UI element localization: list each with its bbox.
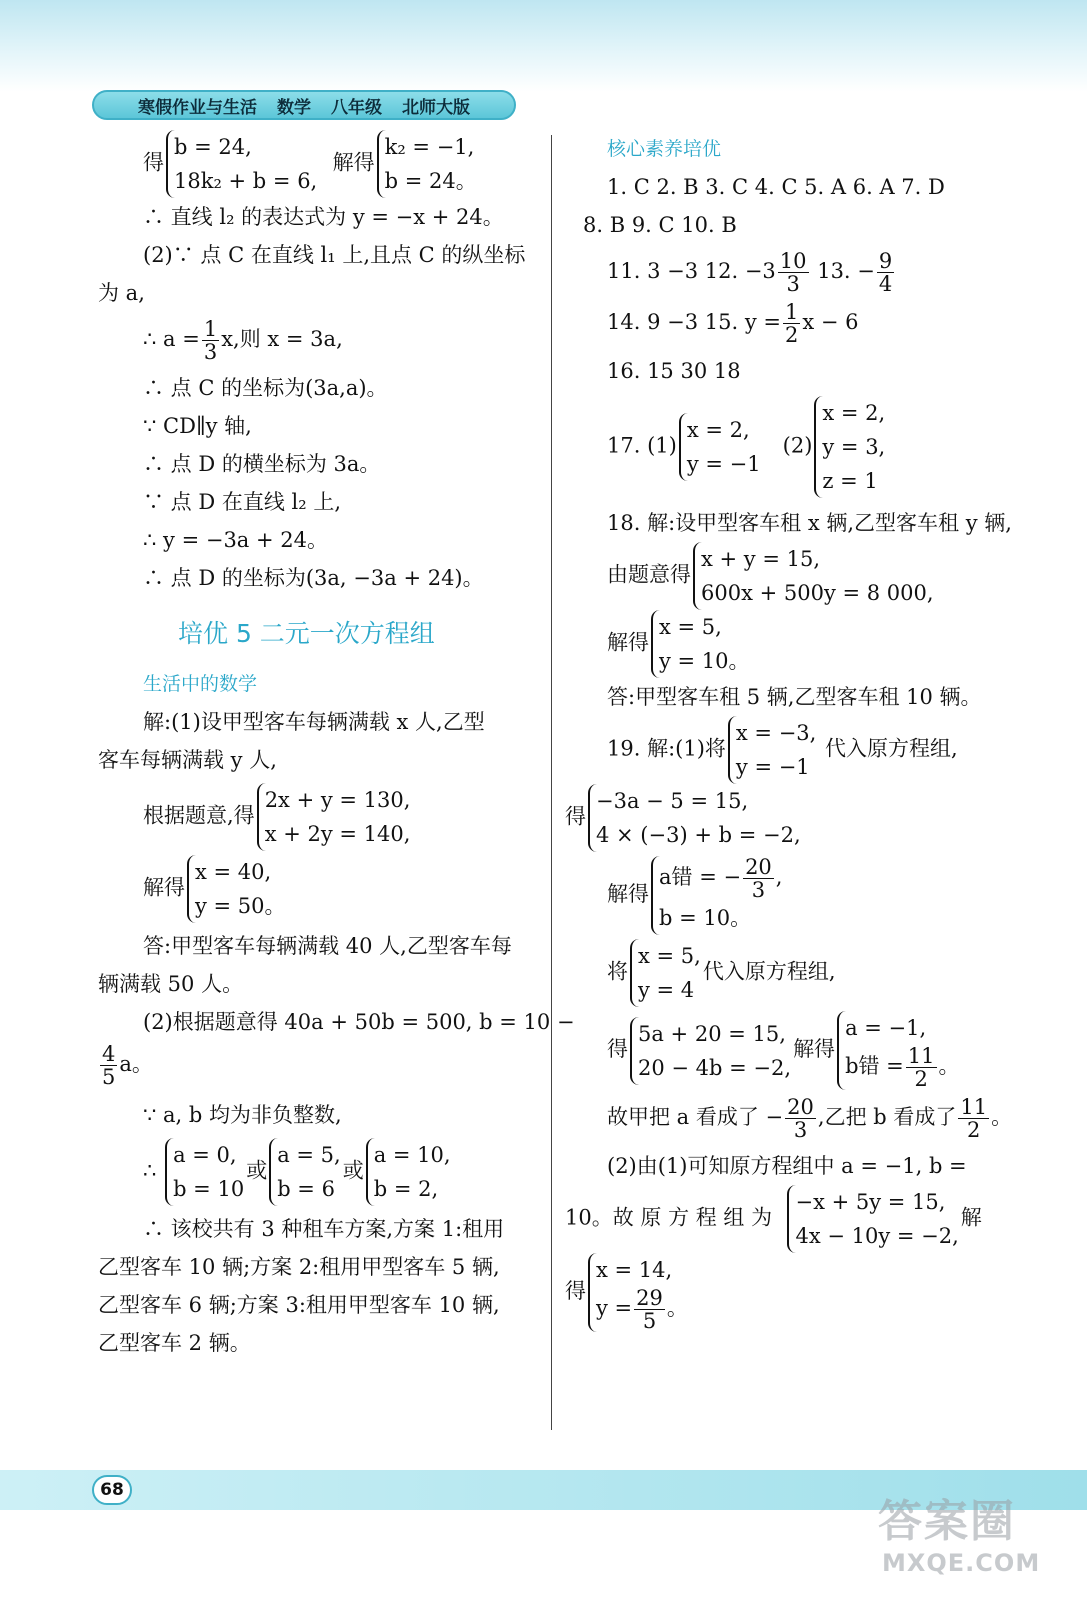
equation-line: 得x = 14, y = $\frac{29}{5}$ 。 <box>565 1253 1015 1332</box>
text-line: $\frac{4}{5}$ a。 <box>102 1042 153 1089</box>
text-line: 为 a, <box>98 281 145 305</box>
text-line: ∴ 点 C 的坐标为(3a,a)。 <box>143 376 388 400</box>
equation-system: x + y = 15, 600x + 500y = 8 000, <box>693 542 934 610</box>
equation-line: 17. (1)x = 2, y = −1 (2)x = 2, y = 3, z = 1 <box>565 396 1015 498</box>
equation-system: x = 5, y = 4 <box>630 939 701 1007</box>
page-number: 68 <box>92 1475 132 1505</box>
equation-line: 得5a + 20 = 15, 20 − 4b = −2,解得a = −1, b错 = $\frac{11}{2}$ 。 <box>565 1011 1015 1090</box>
fraction: $\frac{11}{2}$ <box>960 1095 988 1142</box>
equation-system: x = 2, y = 3, z = 1 <box>814 396 885 498</box>
equation-system: a错 = − $\frac{20}{3}$ , b = 10。 <box>651 856 782 935</box>
section-title: 生活中的数学 <box>143 673 258 695</box>
fraction: $\frac{20}{3}$ <box>787 1095 814 1142</box>
fraction: $\frac{11}{2}$ <box>907 1044 935 1091</box>
equation-system: x = 14, y = $\frac{29}{5}$ 。 <box>588 1253 688 1332</box>
subject-label: 数学 <box>277 97 311 118</box>
answer-line: 11. 3 −3 12. −3 $\frac{10}{3}$ 13. − $\frac{9}{4}$ <box>607 249 893 296</box>
watermark-logo: 答案圈 MXQE.COM <box>878 1496 1041 1577</box>
equation-line: 解得x = 40, y = 50。 <box>98 855 540 923</box>
book-header <box>92 90 516 120</box>
equation-system: x = 40, y = 50。 <box>187 855 286 923</box>
fraction: $\frac{1}{2}$ <box>784 300 799 347</box>
answer-line: 14. 9 −3 15. y = $\frac{1}{2}$ x − 6 <box>607 300 859 347</box>
answer-line: 16. 15 30 18 <box>607 359 741 383</box>
fraction: $\frac{4}{5}$ <box>102 1042 116 1089</box>
equation-line: 解得a错 = − $\frac{20}{3}$ , b = 10。 <box>565 856 1015 935</box>
answer-line: 8. B 9. C 10. B <box>583 213 737 237</box>
text-line: 辆满载 50 人。 <box>98 972 244 996</box>
equation-system: −3a − 5 = 15, 4 × (−3) + b = −2, <box>588 784 801 852</box>
text-line: 乙型客车 10 辆;方案 2:租用甲型客车 5 辆, <box>98 1255 500 1279</box>
edition-label: 北师大版 <box>402 97 470 118</box>
answer-line: 1. C 2. B 3. C 4. C 5. A 6. A 7. D <box>607 175 945 199</box>
equation-system: x = −3, y = −1 <box>728 716 816 784</box>
text-line: 解:(1)设甲型客车每辆满载 x 人,乙型 <box>143 710 485 734</box>
left-column <box>98 130 575 1362</box>
text-line: 乙型客车 6 辆;方案 3:租用甲型客车 10 辆, <box>98 1293 500 1317</box>
equation-line: 由题意得x + y = 15, 600x + 500y = 8 000, <box>565 542 1015 610</box>
equation-system: a = 10, b = 2, <box>366 1138 451 1206</box>
text-line: (2)∵ 点 C 在直线 l₁ 上,且点 C 的纵坐标 <box>143 243 526 267</box>
fraction: $\frac{9}{4}$ <box>878 249 893 296</box>
equation-line: 10。故 原 方 程 组 为 −x + 5y = 15, 4x − 10y = −2,解 <box>565 1185 1015 1253</box>
equation-line: 19. 解:(1)将x = −3, y = −1 代入原方程组, <box>565 716 1015 784</box>
chapter-title: 培优 5 二元一次方程组 <box>178 619 435 648</box>
equation-system: x = 2, y = −1 <box>679 413 761 481</box>
equation-system: 2x + y = 130, x + 2y = 140, <box>257 783 411 851</box>
fraction: $\frac{29}{5}$ <box>636 1286 663 1333</box>
text-line: ∴ y = −3a + 24。 <box>143 528 328 552</box>
text-line: ∴ 点 D 的坐标为(3a, −3a + 24)。 <box>143 566 484 590</box>
equation-system: b = 24, 18k₂ + b = 6, <box>166 130 317 198</box>
fraction: $\frac{10}{3}$ <box>779 249 807 296</box>
equation-system: 5a + 20 = 15, 20 − 4b = −2, <box>630 1017 791 1085</box>
equation-line: 得−3a − 5 = 15, 4 × (−3) + b = −2, <box>565 784 1015 852</box>
text-line: 客车每辆满载 y 人, <box>98 748 277 772</box>
equation-line: 将x = 5, y = 4代入原方程组, <box>565 939 1015 1007</box>
section-title: 核心素养培优 <box>607 138 722 160</box>
fraction: $\frac{1}{3}$ <box>203 317 218 364</box>
equation-system: k₂ = −1, b = 24。 <box>377 130 477 198</box>
text-line: 故甲把 a 看成了 − $\frac{20}{3}$ ,乙把 b 看成了 $\frac{11}{2}$ 。 <box>607 1095 1013 1142</box>
text-line: ∵ CD∥y 轴, <box>143 414 252 438</box>
text-line: 答:甲型客车每辆满载 40 人,乙型客车每 <box>143 934 512 958</box>
equation-line: 得b = 24, 18k₂ + b = 6, 解得k₂ = −1, b = 24。 <box>98 130 540 198</box>
top-banner <box>0 0 1087 92</box>
equation-system: a = 5, b = 6 <box>269 1138 341 1206</box>
column-divider <box>551 135 552 1430</box>
fraction: $\frac{20}{3}$ <box>745 855 772 902</box>
text-line: ∴ 该校共有 3 种租车方案,方案 1:租用 <box>143 1217 505 1241</box>
text-line: 乙型客车 2 辆。 <box>98 1331 251 1355</box>
text-line: 18. 解:设甲型客车租 x 辆,乙型客车租 y 辆, <box>607 511 1012 535</box>
text-line: (2)由(1)可知原方程组中 a = −1, b = <box>607 1154 967 1178</box>
text-line: (2)根据题意得 40a + 50b = 500, b = 10 − <box>143 1010 575 1034</box>
book-title: 寒假作业与生活 <box>138 97 257 118</box>
equation-line: ∴ a = 0, b = 10或a = 5, b = 6或a = 10, b = 2, <box>98 1138 540 1206</box>
equation-system: x = 5, y = 10。 <box>651 610 750 678</box>
right-column <box>565 130 1015 1332</box>
text-line: ∴ 直线 l₂ 的表达式为 y = −x + 24。 <box>143 205 504 229</box>
text-line: 答:甲型客车租 5 辆,乙型客车租 10 辆。 <box>607 685 982 709</box>
grade-label: 八年级 <box>331 97 382 118</box>
text-line: ∵ a, b 均为非负整数, <box>143 1103 342 1127</box>
text-line: ∴ 点 D 的横坐标为 3a。 <box>143 452 381 476</box>
equation-system: a = 0, b = 10 <box>165 1138 244 1206</box>
equation-line: 解得x = 5, y = 10。 <box>565 610 1015 678</box>
equation-system: −x + 5y = 15, 4x − 10y = −2, <box>787 1185 958 1253</box>
text-line: ∴ a = $\frac{1}{3}$ x,则 x = 3a, <box>143 317 343 364</box>
text-line: ∵ 点 D 在直线 l₂ 上, <box>143 490 342 514</box>
equation-line: 根据题意,得2x + y = 130, x + 2y = 140, <box>98 783 540 851</box>
equation-system: a = −1, b错 = $\frac{11}{2}$ 。 <box>837 1011 959 1090</box>
